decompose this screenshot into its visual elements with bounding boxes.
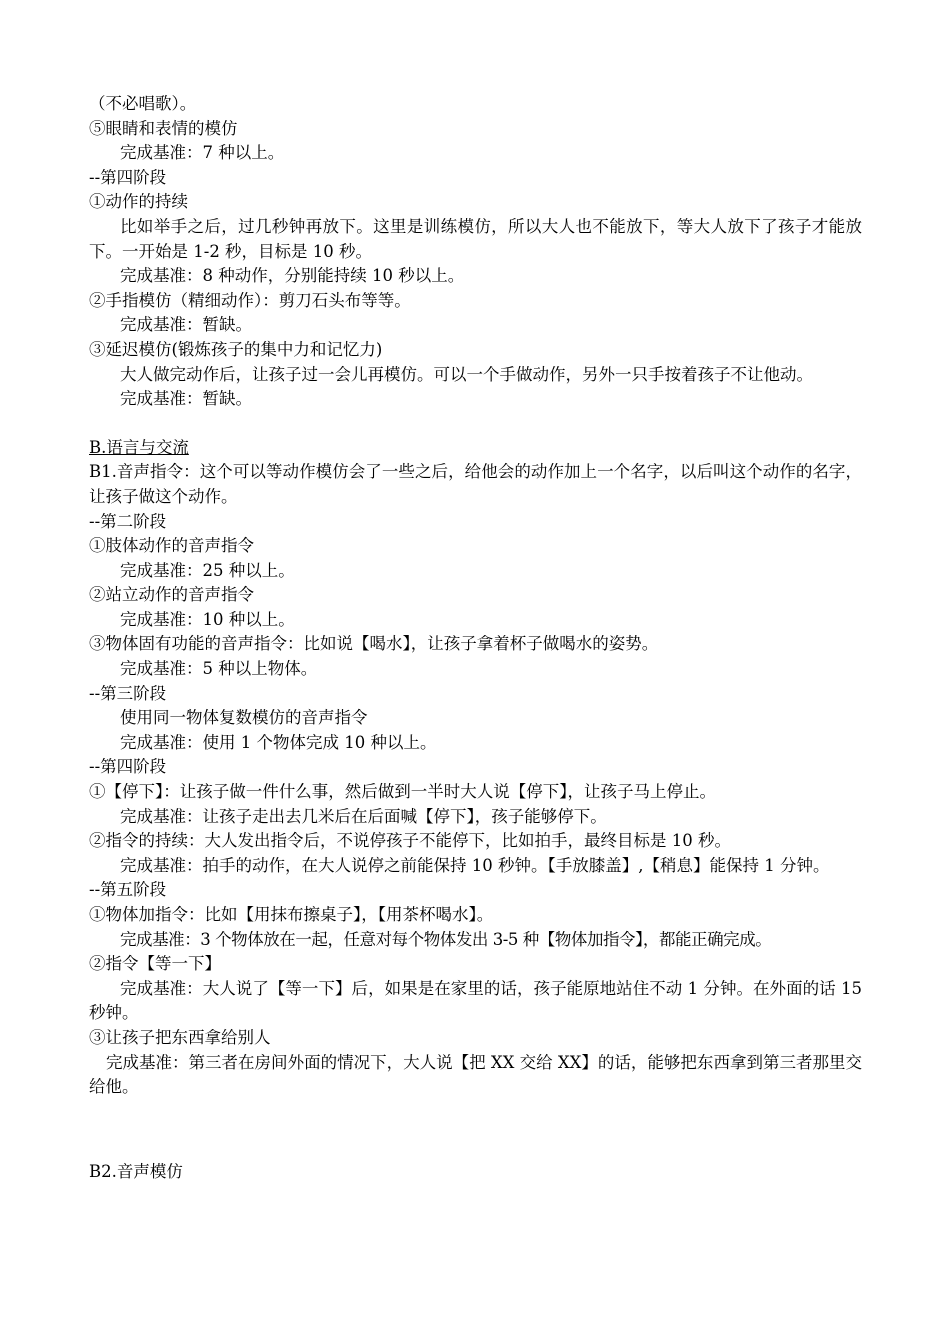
completion-standard: 完成基准：3 个物体放在一起，任意对每个物体发出 3-5 种【物体加指令】，都能正确完成。	[120, 929, 772, 949]
completion-standard: 完成基准：使用 1 个物体完成 10 种以上。	[120, 732, 437, 752]
item-limb-command: ①肢体动作的音声指令	[89, 536, 254, 556]
item-object-plus-command: ①物体加指令：比如【用抹布擦桌子】，【用茶杯喝水】。	[89, 905, 494, 924]
paragraph-b1-intro: B1.音声指令：这个可以等动作模仿会了一些之后，给他会的动作加上一个名字，以后叫这个动作的名字，让孩子做这个动作。	[89, 462, 862, 506]
completion-standard: 完成基准：让孩子走出去几米后在后面喊【停下】，孩子能够停下。	[120, 806, 607, 826]
completion-standard: 完成基准：7 种以上。	[120, 143, 285, 163]
item-command-sustain: ②指令的持续：大人发出指令后，不说停孩子不能停下，比如拍手，最终目标是 10 秒。	[89, 831, 731, 851]
text-line: （不必唱歌）。	[89, 94, 197, 113]
stage-heading: --第四阶段	[89, 757, 167, 777]
completion-standard: 完成基准：8 种动作，分别能持续 10 秒以上。	[120, 266, 465, 286]
item-multi-imitation-command: 使用同一物体复数模仿的音声指令	[120, 708, 368, 728]
completion-standard: 完成基准：拍手的动作，在大人说停之前能保持 10 秒钟。【手放膝盖】,【稍息】能保持 1 分钟。	[120, 855, 830, 875]
document-body	[89, 92, 862, 1184]
stage-heading: --第五阶段	[89, 880, 167, 900]
item-action-hold: ①动作的持续	[89, 192, 188, 212]
section-title-b2: B2.音声模仿	[89, 1161, 183, 1181]
section-title-language: B.语言与交流	[89, 437, 189, 457]
item-stand-command: ②站立动作的音声指令	[89, 585, 254, 605]
paragraph-delay-description: 大人做完动作后，让孩子过一会儿再模仿。可以一个手做动作，另外一只手按着孩子不让他动。	[120, 364, 813, 384]
stage-heading: --第二阶段	[89, 511, 167, 531]
item-wait-command: ②指令【等一下】	[89, 954, 221, 974]
completion-standard: 完成基准：大人说了【等一下】后，如果是在家里的话，孩子能原地站住不动 1 分钟。在外面的话 15 秒钟。	[89, 978, 862, 1023]
spacer	[89, 1100, 862, 1160]
item-give-to-others: ③让孩子把东西拿给别人	[89, 1027, 271, 1047]
completion-standard: 完成基准：10 种以上。	[120, 609, 295, 629]
completion-standard: 完成基准：暂缺。	[120, 315, 252, 335]
item-delayed-imitation: ③延迟模仿(锻炼孩子的集中力和记忆力)	[89, 339, 383, 359]
stage-heading: --第三阶段	[89, 683, 167, 703]
completion-standard: 完成基准：25 种以上。	[120, 560, 295, 580]
item-eyes-imitation: ⑤眼睛和表情的模仿	[89, 118, 238, 138]
completion-standard: 完成基准：第三者在房间外面的情况下，大人说【把 XX 交给 XX】的话，能够把东西拿到第三者那里交给他。	[89, 1052, 862, 1097]
completion-standard: 完成基准：暂缺。	[120, 389, 252, 409]
item-object-function-command: ③物体固有功能的音声指令：比如说【喝水】，让孩子拿着杯子做喝水的姿势。	[89, 634, 659, 654]
stage-heading: --第四阶段	[89, 167, 167, 187]
completion-standard: 完成基准：5 种以上物体。	[120, 659, 318, 679]
paragraph-hold-description: 比如举手之后，过几秒钟再放下。这里是训练模仿，所以大人也不能放下，等大人放下了孩子才能放下。一开始是 1-2 秒，目标是 10 秒。	[89, 216, 862, 261]
item-finger-imitation: ②手指模仿（精细动作）：剪刀石头布等等。	[89, 290, 411, 310]
item-stop-command: ①【停下】：让孩子做一件什么事，然后做到一半时大人说【停下】，让孩子马上停止。	[89, 782, 716, 802]
spacer	[89, 412, 862, 436]
